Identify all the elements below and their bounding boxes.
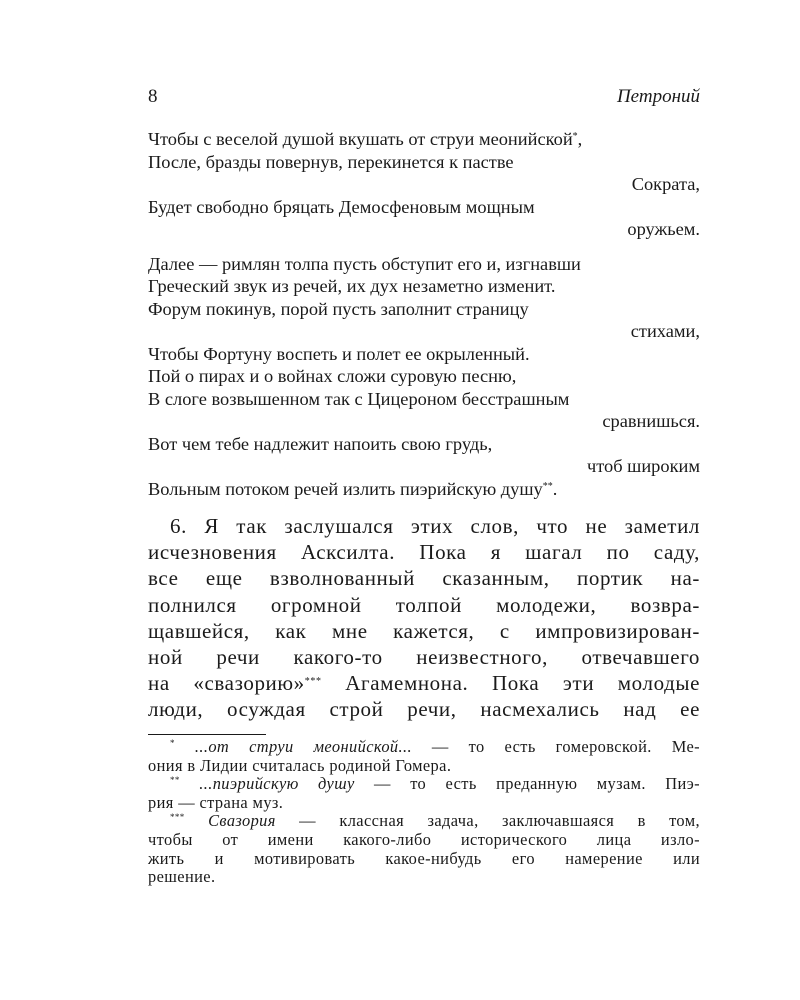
prose-paragraph bbox=[148, 513, 700, 723]
prose-line: люди, осуждая строй речи, насмехались над ее bbox=[148, 697, 700, 722]
poem-line: Вольным потоком речей излить пиэрийскую душу**. bbox=[148, 478, 558, 499]
poem-line-continuation: Сократа, bbox=[631, 174, 700, 194]
poem-line: В слоге возвышенном так с Цицероном бесстрашным bbox=[148, 388, 570, 409]
poem-line: Форум покинув, порой пусть заполнит страницу bbox=[148, 298, 529, 319]
footnote-2: ** ...пиэрийскую душу — то есть преданную музам. Пиэ- bbox=[170, 774, 700, 794]
poem-line: Чтобы Фортуну воспеть и полет ее окрыленный. bbox=[148, 343, 530, 364]
footnote-divider bbox=[148, 734, 266, 735]
prose-line: полнился огромной толпой молодежи, возвра- bbox=[148, 592, 700, 617]
poem-line-continuation: сравнишься. bbox=[602, 411, 700, 431]
book-page bbox=[148, 0, 700, 1000]
page-header bbox=[148, 86, 700, 110]
prose-line: все еще взволнованный сказанным, портик на- bbox=[148, 566, 700, 591]
prose-line: щавшейся, как мне кажется, с импровизирован- bbox=[148, 618, 700, 643]
poem-line: Далее — римлян толпа пусть обступит его и, изгнавши bbox=[148, 253, 581, 274]
poem-line: Будет свободно бряцать Демосфеновым мощным bbox=[148, 196, 535, 217]
prose-line: ной речи какого-то неизвестного, отвечавшего bbox=[148, 644, 700, 669]
footnote-3: *** Свазория — классная задача, заключавшаяся в том, bbox=[170, 811, 700, 831]
footnote-marker: ** bbox=[542, 480, 553, 492]
prose-line: на «свазорию»*** Агамемнона. Пока эти молодые bbox=[148, 671, 700, 696]
footnotes bbox=[148, 738, 700, 887]
poem-line: Вот чем тебе надлежит напоить свою грудь, bbox=[148, 433, 493, 454]
footnote-2-continuation: рия — страна муз. bbox=[148, 792, 284, 812]
footnote-3-continuation: решение. bbox=[148, 867, 216, 887]
poem-line: Чтобы с веселой душой вкушать от струи меонийской*, bbox=[148, 129, 583, 149]
footnote-1: * ...от струи меонийской... — то есть гомеровской. Ме- bbox=[170, 737, 700, 756]
footnote-3-continuation: жить и мотивировать какое-нибудь его намерение или bbox=[148, 848, 700, 868]
footnote-marker: *** bbox=[304, 676, 322, 688]
prose-line: исчезновения Асксилта. Пока я шагал по саду, bbox=[148, 540, 700, 565]
footnote-3-continuation: чтобы от имени какого-либо исторического лица изло- bbox=[148, 829, 700, 849]
prose-line: 6. Я так заслушался этих слов, что не заметил bbox=[170, 514, 700, 538]
footnote-1-continuation: ония в Лидии считалась родиной Гомера. bbox=[148, 755, 452, 775]
running-title: Петроний bbox=[616, 86, 700, 107]
poem-line: Греческий звук из речей, их дух незаметно изменит. bbox=[148, 276, 556, 296]
poem-line: Пой о пирах и о войнах сложи суровую песню, bbox=[148, 366, 517, 386]
poem-block bbox=[148, 128, 700, 500]
stanza-break bbox=[148, 241, 700, 253]
footnote-marker: * bbox=[572, 131, 578, 142]
poem-line: После, бразды повернув, перекинется к пастве bbox=[148, 151, 514, 172]
poem-line-continuation: стихами, bbox=[630, 321, 700, 341]
poem-line-continuation: оружьем. bbox=[627, 219, 700, 239]
page-number: 8 bbox=[148, 86, 158, 107]
poem-line-continuation: чтоб широким bbox=[586, 456, 700, 476]
